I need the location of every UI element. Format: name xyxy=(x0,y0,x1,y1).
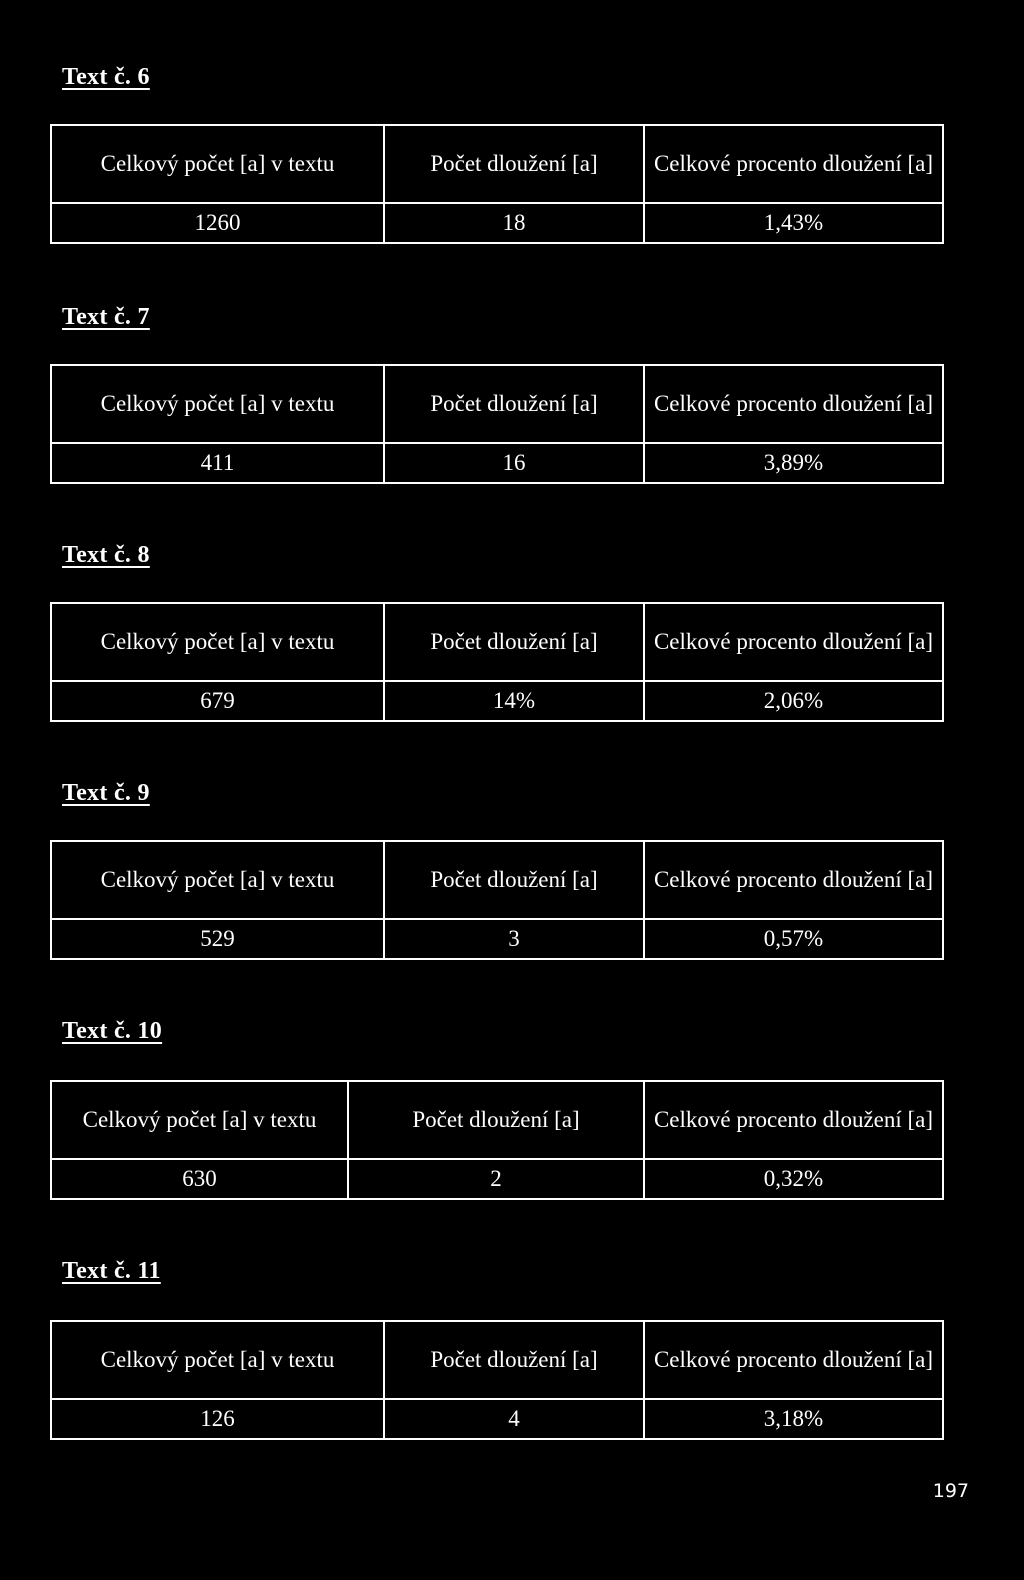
value-lengthening-percent: 2,06% xyxy=(644,681,943,721)
header-total-count: Celkový počet [a] v textu xyxy=(51,1081,348,1159)
table-row xyxy=(51,919,943,959)
value-lengthening-count: 4 xyxy=(384,1399,644,1439)
stats-table xyxy=(50,364,944,484)
page-number: 197 xyxy=(932,1480,969,1502)
value-lengthening-count: 18 xyxy=(384,203,644,243)
header-lengthening-count: Počet dloužení [a] xyxy=(384,1321,644,1399)
header-lengthening-percent: Celkové procento dloužení [a] xyxy=(644,365,943,443)
header-lengthening-percent: Celkové procento dloužení [a] xyxy=(644,1321,943,1399)
header-lengthening-percent: Celkové procento dloužení [a] xyxy=(644,1081,943,1159)
value-lengthening-percent: 3,89% xyxy=(644,443,943,483)
value-total-count: 126 xyxy=(51,1399,384,1439)
stats-table xyxy=(50,1080,944,1200)
header-total-count: Celkový počet [a] v textu xyxy=(51,841,384,919)
header-lengthening-count: Počet dloužení [a] xyxy=(384,603,644,681)
header-lengthening-count: Počet dloužení [a] xyxy=(384,841,644,919)
section-heading: Text č. 9 xyxy=(62,780,150,806)
table-header-row xyxy=(51,841,943,919)
table-row xyxy=(51,1159,943,1199)
header-lengthening-count: Počet dloužení [a] xyxy=(348,1081,644,1159)
table-row xyxy=(51,1399,943,1439)
stats-table xyxy=(50,840,944,960)
stats-table xyxy=(50,1320,944,1440)
header-total-count: Celkový počet [a] v textu xyxy=(51,125,384,203)
value-total-count: 529 xyxy=(51,919,384,959)
table-row xyxy=(51,681,943,721)
section-heading: Text č. 10 xyxy=(62,1018,163,1044)
value-lengthening-percent: 1,43% xyxy=(644,203,943,243)
value-total-count: 679 xyxy=(51,681,384,721)
header-lengthening-percent: Celkové procento dloužení [a] xyxy=(644,125,943,203)
header-lengthening-count: Počet dloužení [a] xyxy=(384,365,644,443)
header-lengthening-count: Počet dloužení [a] xyxy=(384,125,644,203)
header-total-count: Celkový počet [a] v textu xyxy=(51,365,384,443)
stats-table xyxy=(50,602,944,722)
header-lengthening-percent: Celkové procento dloužení [a] xyxy=(644,603,943,681)
value-lengthening-percent: 3,18% xyxy=(644,1399,943,1439)
value-lengthening-count: 16 xyxy=(384,443,644,483)
value-lengthening-count: 2 xyxy=(348,1159,644,1199)
table-header-row xyxy=(51,603,943,681)
section-heading: Text č. 6 xyxy=(62,64,150,90)
header-total-count: Celkový počet [a] v textu xyxy=(51,603,384,681)
header-lengthening-percent: Celkové procento dloužení [a] xyxy=(644,841,943,919)
value-total-count: 1260 xyxy=(51,203,384,243)
table-header-row xyxy=(51,1081,943,1159)
section-heading: Text č. 8 xyxy=(62,542,150,568)
value-lengthening-percent: 0,32% xyxy=(644,1159,943,1199)
header-total-count: Celkový počet [a] v textu xyxy=(51,1321,384,1399)
section-heading: Text č. 11 xyxy=(62,1258,161,1284)
table-row xyxy=(51,443,943,483)
table-header-row xyxy=(51,125,943,203)
value-lengthening-count: 14% xyxy=(384,681,644,721)
value-total-count: 411 xyxy=(51,443,384,483)
stats-table xyxy=(50,124,944,244)
table-header-row xyxy=(51,1321,943,1399)
section-heading: Text č. 7 xyxy=(62,304,150,330)
table-row xyxy=(51,203,943,243)
table-header-row xyxy=(51,365,943,443)
value-total-count: 630 xyxy=(51,1159,348,1199)
value-lengthening-percent: 0,57% xyxy=(644,919,943,959)
value-lengthening-count: 3 xyxy=(384,919,644,959)
